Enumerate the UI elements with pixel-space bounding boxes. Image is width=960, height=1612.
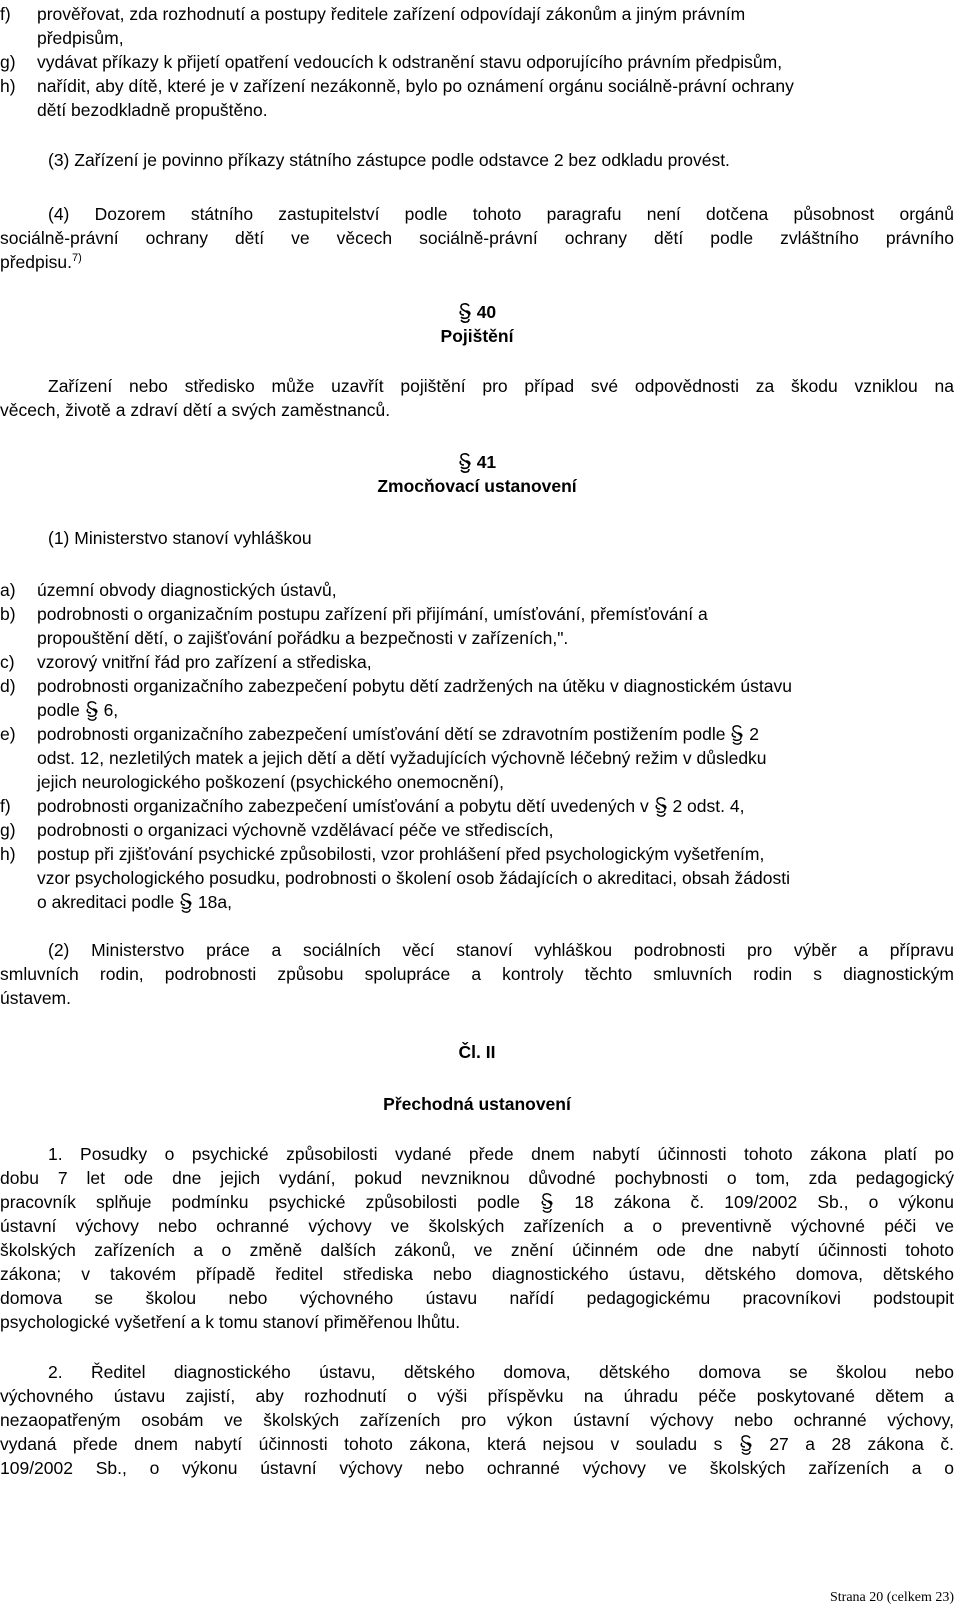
list-text [37,722,759,746]
paragraph-line [0,1432,954,1456]
paragraph-line-part: 18 zákona č. 109/2002 Sb., o výkonu [574,1192,954,1212]
paragraph-line: 1. Posudky o psychické způsobilosti vydané přede dnem nabytí účinnosti tohoto zákona platí po [48,1144,954,1164]
list-label: g) [0,52,16,72]
paragraph-line: zákona; v takovém případě ředitel střediska nebo diagnostického ústavu, dětského domova, dětského [0,1264,954,1284]
section-number: 41 [476,452,497,472]
list-label: b) [0,604,16,624]
list-text: jejich neurologického poškození (psychického onemocnění), [37,772,504,792]
section-40-heading [0,300,954,324]
list-label: f) [0,796,11,816]
section-sign-icon [540,1190,554,1214]
section-sign-icon [458,450,472,474]
list-text-part: podrobnosti organizačního zabezpečení umísťování dětí se zdravotním postižením podle [37,724,726,744]
paragraph-line: (2) Ministerstvo práce a sociálních věcí stanoví vyhláškou podrobnosti pro výběr a přípravu [48,940,954,960]
footnote-ref: 7) [72,252,82,264]
paragraph-line: (4) Dozorem státního zastupitelství podle tohoto paragrafu není dotčena působnost orgánů [48,204,954,224]
paragraph-line: smluvních rodin, podrobnosti způsobu spolupráce a kontroly těchto smluvních rodin s diagnostickým [0,964,954,984]
list-text-part: podle [37,700,80,720]
section-40-text [0,374,954,422]
paragraph-line: Zařízení nebo středisko může uzavřít pojištění pro případ své odpovědnosti za škodu vzniklou na [48,376,954,396]
list-label: h) [0,844,16,864]
paragraph-4 [0,202,954,274]
paragraph-line-part: pracovník splňuje podmínku psychické způsobilosti podle [0,1192,520,1212]
list-text: územní obvody diagnostických ústavů, [37,580,337,600]
list-label: h) [0,76,16,96]
paragraph-line: výchovného ústavu zajistí, aby rozhodnutí o výši příspěvku na úhradu péče poskytované dětem a [0,1386,954,1406]
list-text: nařídit, aby dítě, které je v zařízení nezákonně, bylo po oznámení orgánu sociálně-právní ochrany [37,76,794,96]
list-label: g) [0,820,16,840]
list-text: podrobnosti o organizačním postupu zařízení při přijímání, umísťování, přemísťování a [37,604,708,624]
paragraph-line: ústavní výchovy nebo ochranné výchovy ve školských zařízeních a o preventivně výchovné péči ve [0,1216,954,1236]
section-sign-icon [654,794,668,818]
list-text [37,698,118,722]
section-sign-icon [179,890,193,914]
paragraph-line: dobu 7 let ode dne jejich vydání, pokud nevzniknou důvodné pochybnosti o tom, zda pedagogický [0,1168,954,1188]
page-footer: Strana 20 (celkem 23) [829,1590,954,1605]
article-heading: Čl. II [458,1042,496,1062]
list-text-part: podrobnosti organizačního zabezpečení umísťování a pobytu dětí uvedených v [37,796,649,816]
list-text: podrobnosti organizačního zabezpečení pobytu dětí zadržených na útěku v diagnostickém ústavu [37,676,792,696]
list-text-part: 2 [749,724,759,744]
section-41-paragraph-2 [0,938,954,1010]
list-label: a) [0,580,16,600]
list-text: vydávat příkazy k přijetí opatření vedoucích k odstranění stavu odporujícího právním předpisům, [37,52,783,72]
list-text-part: o akreditaci podle [37,892,175,912]
list-text: postup při zjišťování psychické způsobilosti, vzor prohlášení před psychologickým vyšetřením, [37,844,765,864]
transitional-paragraph-2 [0,1360,954,1480]
paragraph-line: ústavem. [0,988,71,1008]
list-text-part: 18a, [197,892,232,912]
paragraph-line [0,1190,954,1214]
list-text [37,794,744,818]
paragraph-line: psychologické vyšetření a k tomu stanoví přiměřenou lhůtu. [0,1312,461,1332]
paragraph-line-part: 27 a 28 zákona č. [769,1434,954,1454]
paragraph-3: (3) Zařízení je povinno příkazy státního zástupce podle odstavce 2 bez odkladu provést. [48,150,730,170]
list-text-part: 2 odst. 4, [672,796,745,816]
list-text: předpisům, [37,28,124,48]
list-text: dětí bezodkladně propuštěno. [37,100,268,120]
paragraph-line: 109/2002 Sb., o výkonu ústavní výchovy nebo ochranné výchovy ve školských zařízeních a o [0,1458,954,1478]
paragraph-line: 2. Ředitel diagnostického ústavu, dětského domova, dětského domova se školou nebo [48,1362,954,1382]
list-text-part: 6, [103,700,119,720]
paragraph-line: nezaopatřeným osobám ve školských zařízeních pro výkon ústavní výchovy nebo ochranné výchovy, [0,1410,954,1430]
section-sign-icon [730,722,744,746]
list-text: vzor psychologického posudku, podrobnosti o školení osob žádajících o akreditaci, obsah žádosti [37,868,790,888]
section-41-heading [0,450,954,474]
section-sign-icon [85,698,99,722]
paragraph-line: věcech, životě a zdraví dětí a svých zaměstnanců. [0,400,391,420]
list-text [37,890,232,914]
list-text: podrobnosti o organizaci výchovně vzdělávací péče ve střediscích, [37,820,554,840]
paragraph-line-text: předpisu. [0,252,72,272]
paragraph-line [0,250,954,274]
list-label: e) [0,724,16,744]
section-41-title: Zmocňovací ustanovení [377,476,577,496]
paragraph-line: školských zařízeních a o změně dalších zákonů, ve znění účinném ode dne nabytí účinnosti tohoto [0,1240,954,1260]
list-label: d) [0,676,16,696]
section-41-intro: (1) Ministerstvo stanoví vyhláškou [48,528,312,548]
paragraph-line: sociálně-právní ochrany dětí ve věcech sociálně-právní ochrany dětí podle zvláštního právního [0,228,954,248]
list-text: prověřovat, zda rozhodnutí a postupy ředitele zařízení odpovídají zákonům a jiným právním [37,4,746,24]
section-number: 40 [476,302,497,322]
section-sign-icon [458,300,472,324]
transitional-paragraph-1 [0,1142,954,1334]
paragraph-line: domova se školou nebo výchovného ústavu nařídí pedagogickému pracovníkovi podstoupit [0,1288,954,1308]
list-label: c) [0,652,15,672]
list-label: f) [0,4,11,24]
article-title: Přechodná ustanovení [383,1094,571,1114]
list-text: vzorový vnitřní řád pro zařízení a střediska, [37,652,372,672]
section-40-title: Pojištění [440,326,514,346]
list-text: propouštění dětí, o zajišťování pořádku a bezpečnosti v zařízeních,". [37,628,569,648]
section-sign-icon [739,1432,753,1456]
paragraph-line-part: vydaná přede dnem nabytí účinnosti tohoto zákona, která nejsou v souladu s [0,1434,723,1454]
list-text: odst. 12, nezletilých matek a jejich dětí a dětí vyžadujících výchovně léčebný režim v důsledku [37,748,767,768]
